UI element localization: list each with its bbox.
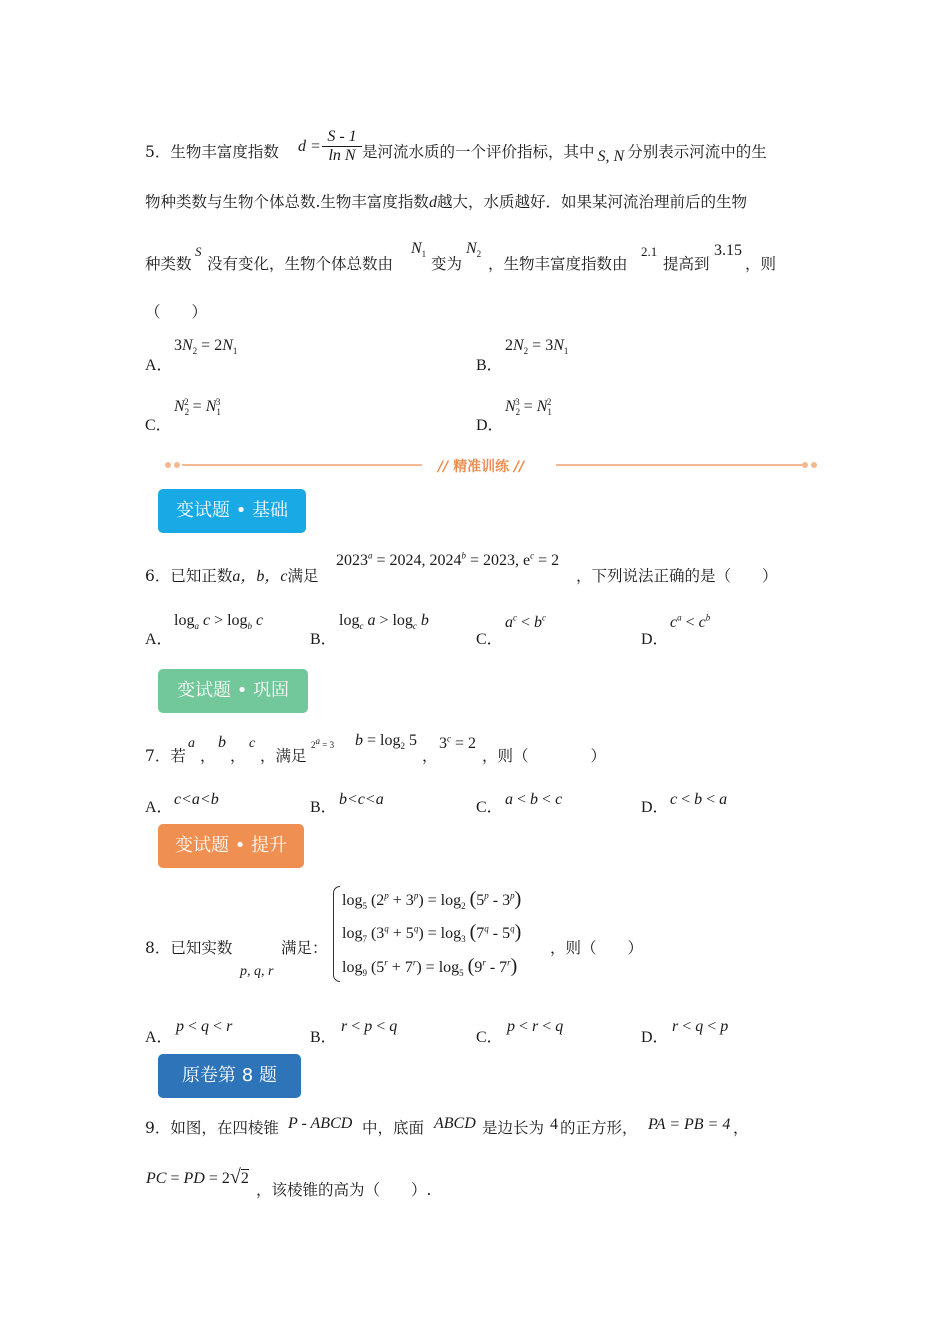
q6-vars: a，b，c bbox=[232, 568, 288, 585]
q8-text-a: 已知实数 bbox=[170, 939, 233, 957]
q7-condition-c: $3^c = 2$ bbox=[439, 733, 477, 752]
q8-option-b[interactable]: r < p < q bbox=[341, 1018, 398, 1035]
q5-line3-c: 变为 bbox=[431, 255, 463, 273]
badge-consolidate: 变试题 • 巩固 bbox=[158, 669, 308, 713]
q7-number: 7． bbox=[145, 747, 171, 765]
q5-formula-fraction bbox=[322, 128, 362, 165]
q8-vars: p, q, r bbox=[240, 964, 274, 979]
divider-dot-right bbox=[802, 462, 808, 468]
q6-option-d-label[interactable]: D． bbox=[641, 631, 669, 648]
q5-line2: 物种类数与生物个体总数.生物丰富度指数 bbox=[145, 193, 429, 211]
q8-equation-2: $\log_7 (3^q + 5^q) = \log_3 (7^q - 5^q)$ bbox=[342, 921, 522, 945]
q5-line3-d: ，生物丰富度指数由 bbox=[488, 255, 628, 273]
q7-var-c: c bbox=[249, 736, 256, 751]
q8-option-a-label[interactable]: A． bbox=[145, 1029, 173, 1046]
q8-option-c[interactable]: p < r < q bbox=[507, 1018, 564, 1035]
q5-value-start: 2.1 bbox=[641, 244, 658, 259]
q7-text-c: ，则（ ） bbox=[482, 747, 607, 765]
q7-condition-a: $2^a = 3$ bbox=[311, 736, 335, 750]
q5-line3-e: 提高到 bbox=[663, 255, 710, 273]
q7-var-a: a bbox=[188, 736, 195, 751]
q6-text-a: 已知正数 bbox=[170, 567, 233, 585]
q6-option-d[interactable]: $c^a < c^b$ bbox=[670, 612, 711, 631]
q8-equation-1: $\log_5 (2^p + 3^p) = \log_2 (5^p - 3^p)$ bbox=[342, 888, 522, 912]
q5-answer-paren: （ ） bbox=[145, 303, 208, 321]
q8-text-c: ，则（ ） bbox=[550, 939, 644, 957]
q7-var-b: b bbox=[218, 734, 226, 751]
divider-dot-right-2 bbox=[811, 462, 817, 468]
q6-condition: $2023^a = 2024$, $2024^b = 2023$, $e^c = 2$ bbox=[336, 550, 560, 569]
q9-number: 9． bbox=[145, 1119, 171, 1137]
divider-line-right bbox=[556, 464, 802, 466]
q5-option-d-label[interactable]: D． bbox=[476, 417, 504, 434]
q7-text-a: 若 bbox=[170, 747, 186, 765]
q6-option-b[interactable]: $\log_c a > \log_c b$ bbox=[339, 612, 429, 632]
q5-d-var: d bbox=[428, 194, 437, 211]
q8-system-brace bbox=[333, 886, 340, 982]
q8-option-d[interactable]: r < q < p bbox=[672, 1018, 729, 1035]
q5-intro: 生物丰富度指数 bbox=[170, 143, 279, 161]
q5-number: 5． bbox=[145, 143, 171, 161]
badge-advance: 变试题 • 提升 bbox=[158, 824, 304, 868]
q7-option-c[interactable]: a < b < c bbox=[505, 791, 563, 808]
q8-option-a[interactable]: p < q < r bbox=[176, 1018, 233, 1035]
badge-basic: 变试题 • 基础 bbox=[158, 489, 306, 533]
q6-option-a[interactable]: $\log_a c > \log_b c$ bbox=[174, 612, 264, 632]
q9-comma: ， bbox=[733, 1119, 749, 1137]
q5-option-b[interactable]: $2N_2 = 3N_1$ bbox=[505, 337, 569, 357]
q8-option-c-label[interactable]: C． bbox=[476, 1029, 503, 1046]
q5-n1: $N_1$ bbox=[411, 240, 427, 260]
q6-option-c-label[interactable]: C． bbox=[476, 631, 503, 648]
q9-text-c: 是边长为 bbox=[482, 1119, 545, 1137]
q7-option-d-label[interactable]: D． bbox=[641, 799, 669, 816]
q5-sn: S, N bbox=[597, 148, 625, 165]
q7-sep-2: ， bbox=[230, 747, 246, 765]
q6-option-b-label[interactable]: B． bbox=[310, 631, 337, 648]
q9-text-a: 如图，在四棱锥 bbox=[170, 1119, 279, 1137]
q9-condition-1: PA = PB = 4 bbox=[648, 1116, 731, 1133]
q5-text-a: 是河流水质的一个评价指标，其中 bbox=[362, 143, 595, 161]
divider-line-left bbox=[182, 464, 422, 466]
q5-fraction-denominator: ln N bbox=[328, 147, 356, 164]
q8-text-b: 满足： bbox=[281, 939, 328, 957]
badge-original: 原卷第 8 题 bbox=[158, 1054, 301, 1098]
q6-text-c: ，下列说法正确的是（ ） bbox=[576, 567, 778, 585]
q5-formula-lhs: d = bbox=[298, 138, 321, 155]
q5-line2-end: 越大，水质越好．如果某河流治理前后的生物 bbox=[436, 193, 747, 211]
q9-text-e: ，该棱锥的高为（ ）. bbox=[256, 1181, 432, 1199]
q5-line3-f: ，则 bbox=[745, 255, 777, 273]
q8-option-d-label[interactable]: D． bbox=[641, 1029, 669, 1046]
q7-sep-1: ， bbox=[200, 747, 216, 765]
q7-option-a-label[interactable]: A． bbox=[145, 799, 173, 816]
q6-option-a-label[interactable]: A． bbox=[145, 631, 173, 648]
q5-option-b-label[interactable]: B． bbox=[476, 357, 503, 374]
q9-condition-2: PC = PD = 2√2 bbox=[146, 1166, 249, 1188]
q7-condition-b: $b = \log_2 5$ bbox=[355, 732, 417, 752]
q5-s-var: S bbox=[195, 244, 202, 259]
section-title: // 精准训练 // bbox=[438, 459, 525, 475]
q5-option-a[interactable]: $3N_2 = 2N_1$ bbox=[174, 337, 238, 357]
q7-text-b: ，满足 bbox=[260, 747, 307, 765]
q8-option-b-label[interactable]: B． bbox=[310, 1029, 337, 1046]
q7-option-b-label[interactable]: B． bbox=[310, 799, 337, 816]
q9-side-length: 4 bbox=[550, 1116, 558, 1133]
q5-value-end: 3.15 bbox=[714, 242, 742, 259]
q7-option-d[interactable]: c < b < a bbox=[670, 791, 728, 808]
q6-option-c[interactable]: $a^c < b^c$ bbox=[505, 612, 547, 631]
q7-option-a[interactable]: c<a<b bbox=[174, 791, 219, 808]
q7-option-c-label[interactable]: C． bbox=[476, 799, 503, 816]
q5-line3-b: 没有变化，生物个体总数由 bbox=[207, 255, 394, 273]
q7-option-b[interactable]: b<c<a bbox=[339, 791, 384, 808]
q9-text-d: 的正方形， bbox=[560, 1119, 638, 1137]
divider-dot-left bbox=[165, 462, 171, 468]
q9-text-b: 中，底面 bbox=[362, 1119, 425, 1137]
q5-fraction-numerator: S - 1 bbox=[322, 128, 362, 147]
q5-option-d[interactable]: $N_2^3 = N_1^2$ bbox=[505, 396, 552, 418]
q5-text-b: 分别表示河流中的生 bbox=[627, 143, 767, 161]
q5-option-a-label[interactable]: A． bbox=[145, 357, 173, 374]
q6-number: 6． bbox=[145, 567, 171, 585]
q5-option-c-label[interactable]: C． bbox=[145, 417, 172, 434]
divider-dot-left-2 bbox=[174, 462, 180, 468]
q6-text-b: 满足 bbox=[287, 567, 319, 585]
q8-equation-3: $\log_9 (5^r + 7^r) = \log_5 (9^r - 7^r)$ bbox=[342, 955, 518, 979]
q7-sep-3: ， bbox=[422, 747, 438, 765]
q9-base: ABCD bbox=[434, 1115, 476, 1132]
q5-n2: $N_2$ bbox=[466, 240, 482, 260]
q5-option-c[interactable]: $N_2^2 = N_1^3$ bbox=[174, 396, 221, 418]
q5-line3-a: 种类数 bbox=[145, 255, 192, 273]
q8-number: 8． bbox=[145, 939, 171, 957]
q9-pyramid: P - ABCD bbox=[288, 1115, 353, 1132]
